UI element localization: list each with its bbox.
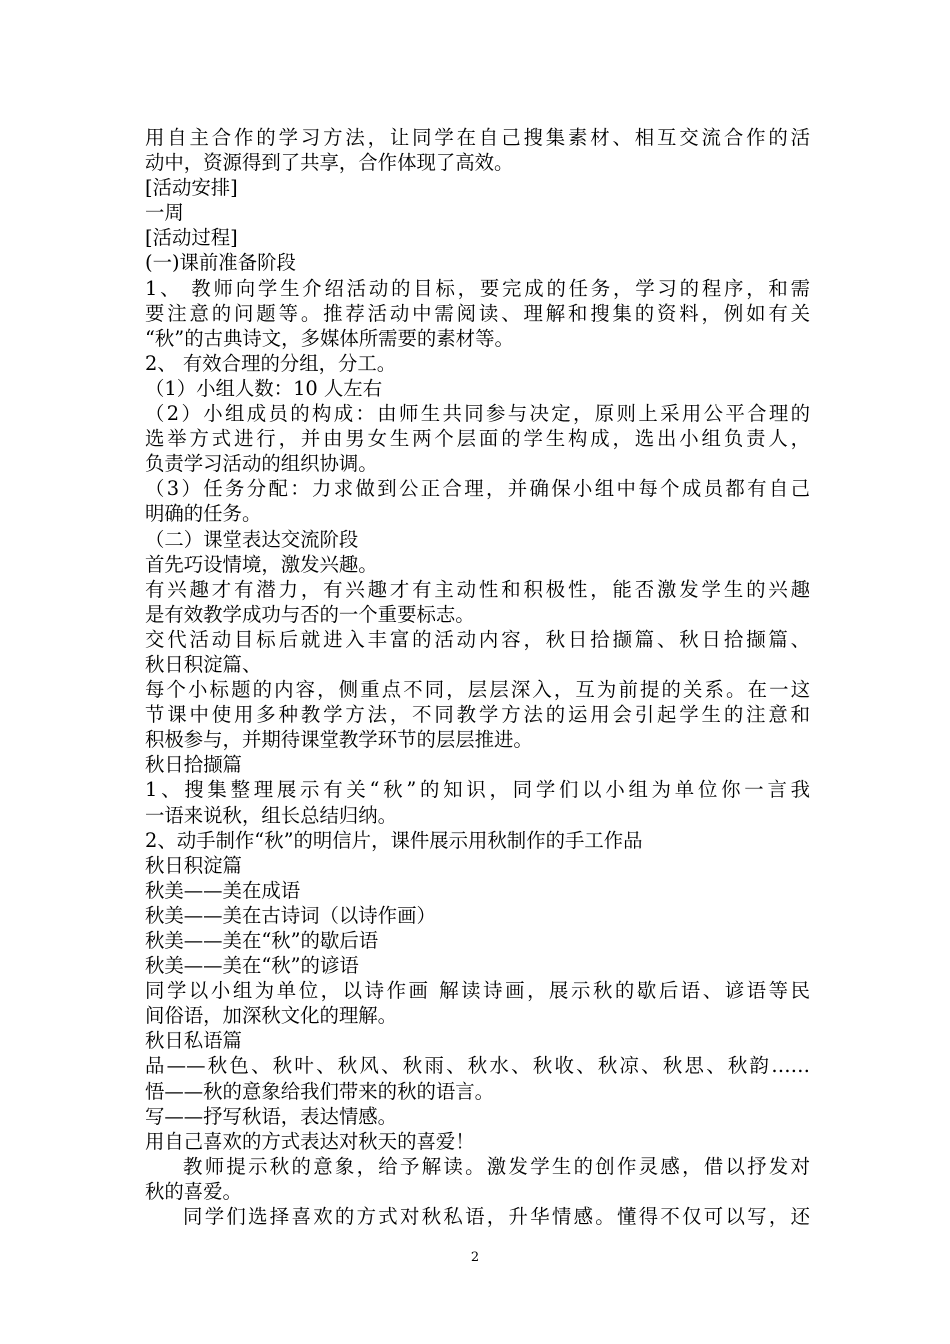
text-line: 秋美——美在“秋”的歇后语 [145, 929, 379, 952]
text-line: 积极参与，并期待课堂教学环节的层层推进。 [145, 728, 533, 752]
text-line: 秋的喜爱。 [145, 1179, 242, 1203]
text-line: 1、 教师向学生介绍活动的目标，要完成的任务，学习的程序，和需 [145, 276, 810, 300]
text-line: 首先巧设情境，激发兴趣。 [145, 552, 378, 576]
page-number: 2 [470, 1250, 480, 1265]
text-line: 用自主合作的学习方法，让同学在自己搜集素材、相互交流合作的活 [145, 126, 810, 149]
text-line: 教师提示秋的意象，给予解读。激发学生的创作灵感，借以抒发对 [183, 1154, 810, 1178]
text-line: 要注意的问题等。推荐活动中需阅读、理解和搜集的资料，例如有关 [145, 301, 810, 325]
text-line: 品——秋色、秋叶、秋风、秋雨、秋水、秋收、秋凉、秋思、秋韵…… [145, 1054, 810, 1078]
text-line: （3）任务分配：力求做到公正合理，并确保小组中每个成员都有自己 [145, 477, 810, 501]
text-line: 有兴趣才有潜力，有兴趣才有主动性和积极性，能否激发学生的兴趣 [145, 577, 810, 601]
text-line: 秋日私语篇 [145, 1029, 242, 1053]
text-line: 是有效教学成功与否的一个重要标志。 [145, 602, 475, 626]
text-line: 间俗语，加深秋文化的理解。 [145, 1004, 398, 1028]
text-line: 2、 有效合理的分组，分工。 [145, 351, 397, 375]
document-body [145, 125, 810, 1229]
text-line: 秋日拾撷篇 [145, 753, 242, 777]
text-line: (一)课前准备阶段 [145, 251, 296, 275]
text-line: [活动安排] [145, 176, 238, 200]
text-line: 节课中使用多种教学方法，不同教学方法的运用会引起学生的注意和 [145, 703, 810, 727]
text-line: 2、动手制作“秋”的明信片，课件展示用秋制作的手工作品 [145, 828, 643, 852]
text-line: （2）小组成员的构成：由师生共同参与决定，原则上采用公平合理的 [145, 402, 810, 426]
text-line: 每个小标题的内容，侧重点不同，层层深入，互为前提的关系。在一这 [145, 678, 810, 702]
text-line: 秋美——美在古诗词（以诗作画） [145, 903, 436, 927]
text-line: （1）小组人数：10 人左右 [145, 376, 383, 400]
text-line: “秋”的古典诗文，多媒体所需要的素材等。 [145, 326, 514, 350]
text-line: [活动过程] [145, 226, 238, 250]
text-line: 1、搜集整理展示有关“秋”的知识，同学们以小组为单位你一言我 [145, 778, 810, 802]
text-line: 负责学习活动的组织协调。 [145, 452, 378, 476]
text-line: 秋美——美在成语 [145, 878, 301, 902]
text-line: 悟——秋的意象给我们带来的秋的语言。 [145, 1079, 495, 1103]
text-line: 用自己喜欢的方式表达对秋天的喜爱！ [145, 1129, 475, 1153]
text-line: 选举方式进行，并由男女生两个层面的学生构成，选出小组负责人， [145, 427, 810, 451]
text-line: 写——抒写秋语，表达情感。 [145, 1104, 398, 1128]
text-line: （二）课堂表达交流阶段 [145, 527, 359, 551]
text-line: 一周 [145, 201, 184, 225]
text-line: 交代活动目标后就进入丰富的活动内容，秋日拾撷篇、秋日拾撷篇、 [145, 627, 810, 651]
text-line: 同学以小组为单位，以诗作画 解读诗画，展示秋的歇后语、谚语等民 [145, 979, 810, 1003]
text-line: 秋日积淀篇、 [145, 652, 262, 676]
text-line: 同学们选择喜欢的方式对秋私语，升华情感。懂得不仅可以写，还 [183, 1205, 810, 1229]
text-line: 秋美——美在“秋”的谚语 [145, 954, 359, 978]
text-line: 一语来说秋，组长总结归纳。 [145, 803, 398, 827]
text-line: 明确的任务。 [145, 502, 262, 526]
text-line: 动中，资源得到了共享，合作体现了高效。 [145, 151, 514, 175]
text-line: 秋日积淀篇 [145, 853, 242, 877]
